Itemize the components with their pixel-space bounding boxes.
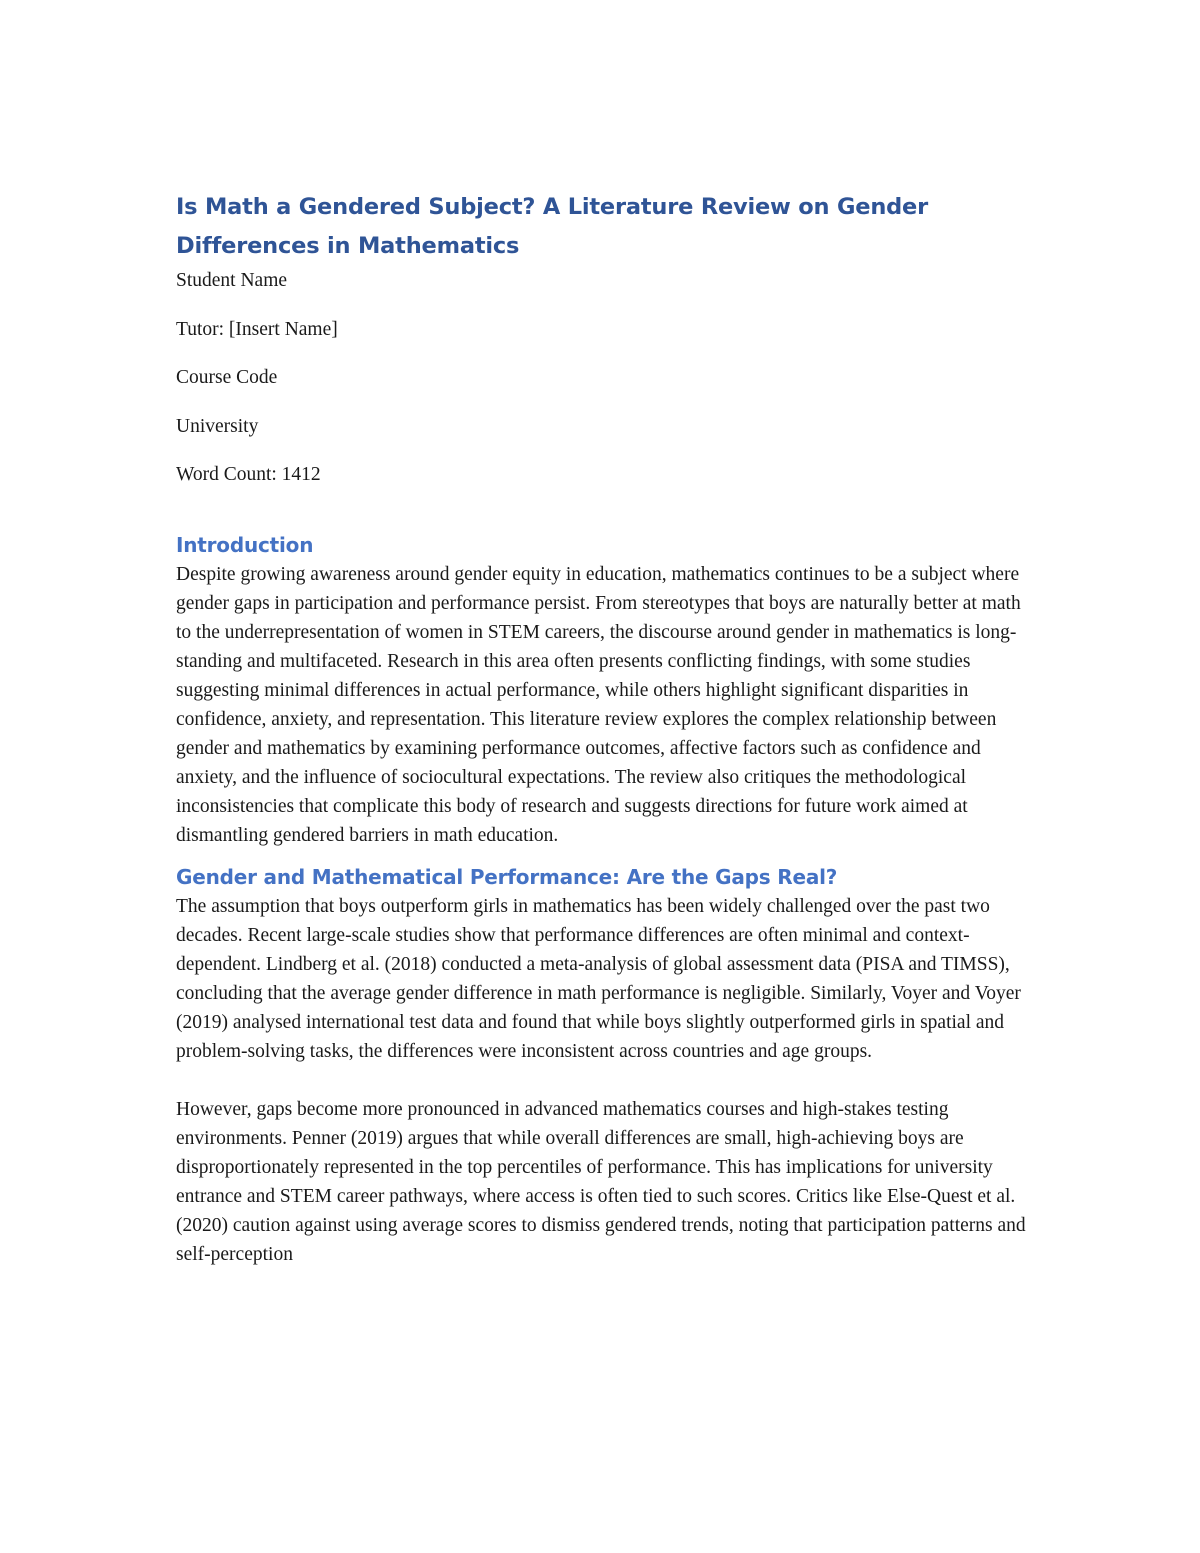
introduction-paragraph: Despite growing awareness around gender equity in education, mathematics continues to be a subject where gender gaps in participation and performance persist. From stereotypes that boys are naturally better at math to the underrepresentation of women in STEM careers, the discourse around gender in mathematics is long-standing and multifaceted. Research in this area often presents conflicting findings, with some studies suggesting minimal differences in actual performance, while others highlight significant disparities in confidence, anxiety, and representation. This literature review explores the complex relationship between gender and mathematics by examining performance outcomes, affective factors such as confidence and anxiety, and the influence of sociocultural expectations. The review also critiques the methodological inconsistencies that complicate this body of research and suggests directions for future work aimed at dismantling gendered barriers in math education. [176, 564, 1021, 846]
section-introduction [176, 530, 1026, 850]
section-heading-introduction: Introduction [176, 533, 314, 557]
document-body [176, 188, 1026, 1269]
course-code-line: Course Code [176, 367, 278, 388]
word-count-line: Word Count: 1412 [176, 464, 321, 485]
gender-performance-paragraph-1: The assumption that boys outperform girls in mathematics has been widely challenged over the past two decades. Recent large-scale studies show that performance differences are often minimal and context-dependent. Lindberg et al. (2018) conducted a meta-analysis of global assessment data (PISA and TIMSS), concluding that the average gender difference in math performance is negligible. Similarly, Voyer and Voyer (2019) analysed international test data and found that while boys slightly outperformed girls in spatial and problem-solving tasks, the differences were inconsistent across countries and age groups. [176, 896, 1021, 1062]
tutor-line: Tutor: [Insert Name] [176, 318, 338, 340]
student-name-line: Student Name [176, 270, 288, 291]
gender-performance-paragraph-2: However, gaps become more pronounced in advanced mathematics courses and high-stakes testing environments. Penner (2019) argues that while overall differences are small, high-achieving boys are disproportionately represented in the top percentiles of performance. This has implications for university entrance and STEM career pathways, where access is often tied to such scores. Critics like Else-Quest et al. (2020) caution against using average scores to dismiss gendered trends, noting that participation patterns and self-perception [176, 1099, 1026, 1265]
section-gender-performance [176, 862, 1026, 1269]
cover-details [176, 266, 1026, 489]
document-title: Is Math a Gendered Subject? A Literature Review on Gender Differences in Mathematics [176, 194, 928, 259]
section-heading-gender-performance: Gender and Mathematical Performance: Are the Gaps Real? [176, 865, 838, 889]
university-line: University [176, 415, 259, 437]
